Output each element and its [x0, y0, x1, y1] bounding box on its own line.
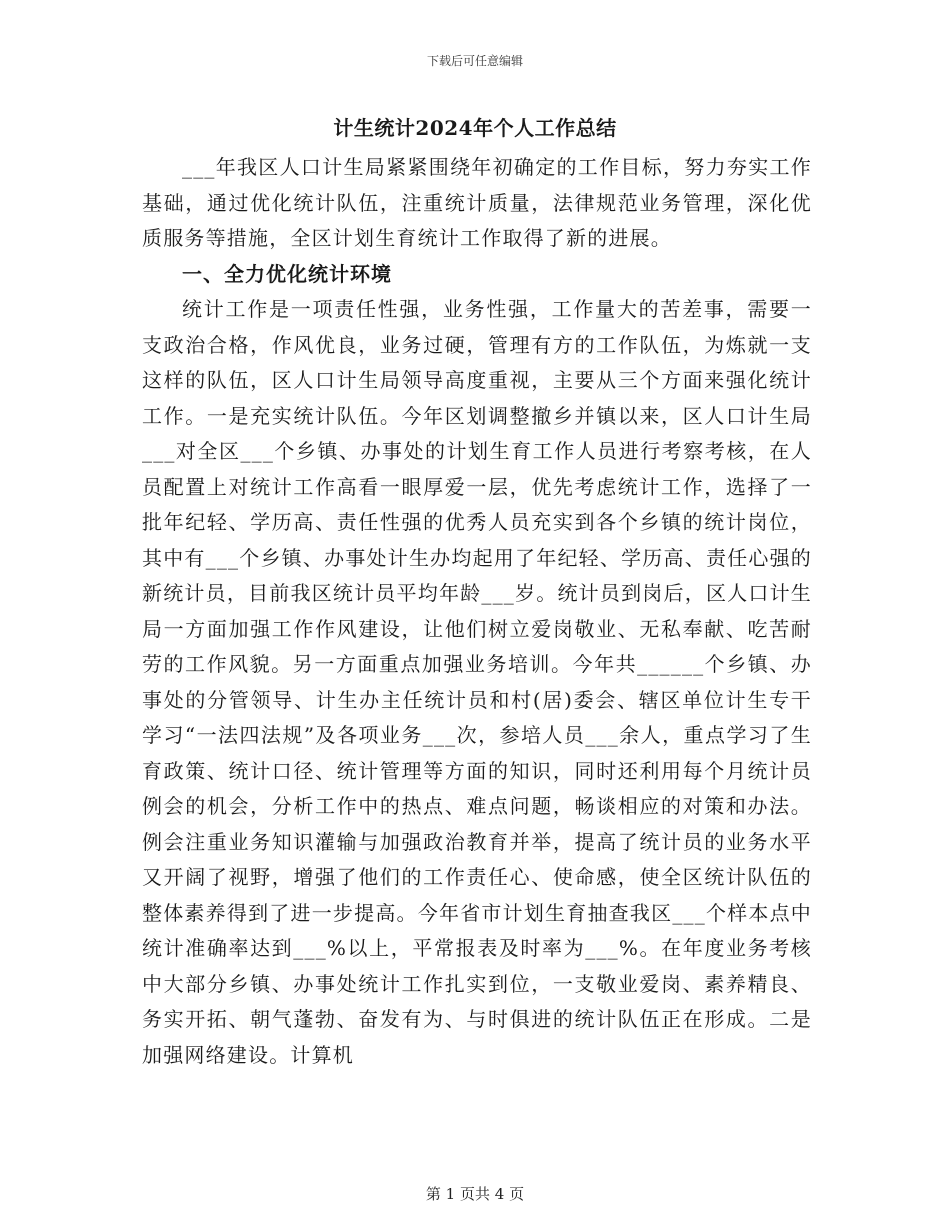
section-heading: 一、全力优化统计环境: [182, 261, 392, 286]
header-note: 下载后可任意编辑: [426, 54, 523, 68]
document-body: [142, 150, 812, 1073]
document-title: 计生统计2024年个人工作总结: [333, 116, 617, 140]
section-paragraph: 统计工作是一项责任性强，业务性强，工作量大的苦差事，需要一支政治合格，作风优良，业务过硬，管理有方的工作队伍，为炼就一支这样的队伍，区人口计生局领导高度重视，主要从三个方面来强化统计工作。一是充实统计队伍。今年区划调整撤乡并镇以来，区人口计生局___对全区___个乡镇、办事处的计划生育工作人员进行考察考核，在人员配置上对统计工作高看一眼厚爱一层，优先考虑统计工作，选择了一批年纪轻、学历高、责任性强的优秀人员充实到各个乡镇的统计岗位，其中有___个乡镇、办事处计生办均起用了年纪轻、学历高、责任心强的新统计员，目前我区统计员平均年龄___岁。统计员到岗后，区人口计生局一方面加强工作作风建设，让他们树立爱岗敬业、无私奉献、吃苦耐劳的工作风貌。另一方面重点加强业务培训。今年共______个乡镇、办事处的分管领导、计生办主任统计员和村(居)委会、辖区单位计生专干学习“一法四法规”及各项业务___次，参培人员___余人，重点学习了生育政策、统计口径、统计管理等方面的知识，同时还利用每个月统计员例会的机会，分析工作中的热点、难点问题，畅谈相应的对策和办法。例会注重业务知识灌输与加强政治教育并举，提高了统计员的业务水平又开阔了视野，增强了他们的工作责任心、使命感，使全区统计队伍的整体素养得到了进一步提高。今年省市计划生育抽查我区___个样本点中统计准确率达到___%以上，平常报表及时率为___%。在年度业务考核中大部分乡镇、办事处统计工作扎实到位，一支敬业爱岗、素养精良、务实开拓、朝气蓬勃、奋发有为、与时俱进的统计队伍正在形成。二是加强网络建设。计算机: [142, 297, 812, 1067]
page-footer: 第 1 页共 4 页: [425, 1185, 525, 1203]
intro-paragraph: ___年我区人口计生局紧紧围绕年初确定的工作目标，努力夯实工作基础，通过优化统计队伍，注重统计质量，法律规范业务管理，深化优质服务等措施，全区计划生育统计工作取得了新的进展。: [142, 155, 812, 250]
